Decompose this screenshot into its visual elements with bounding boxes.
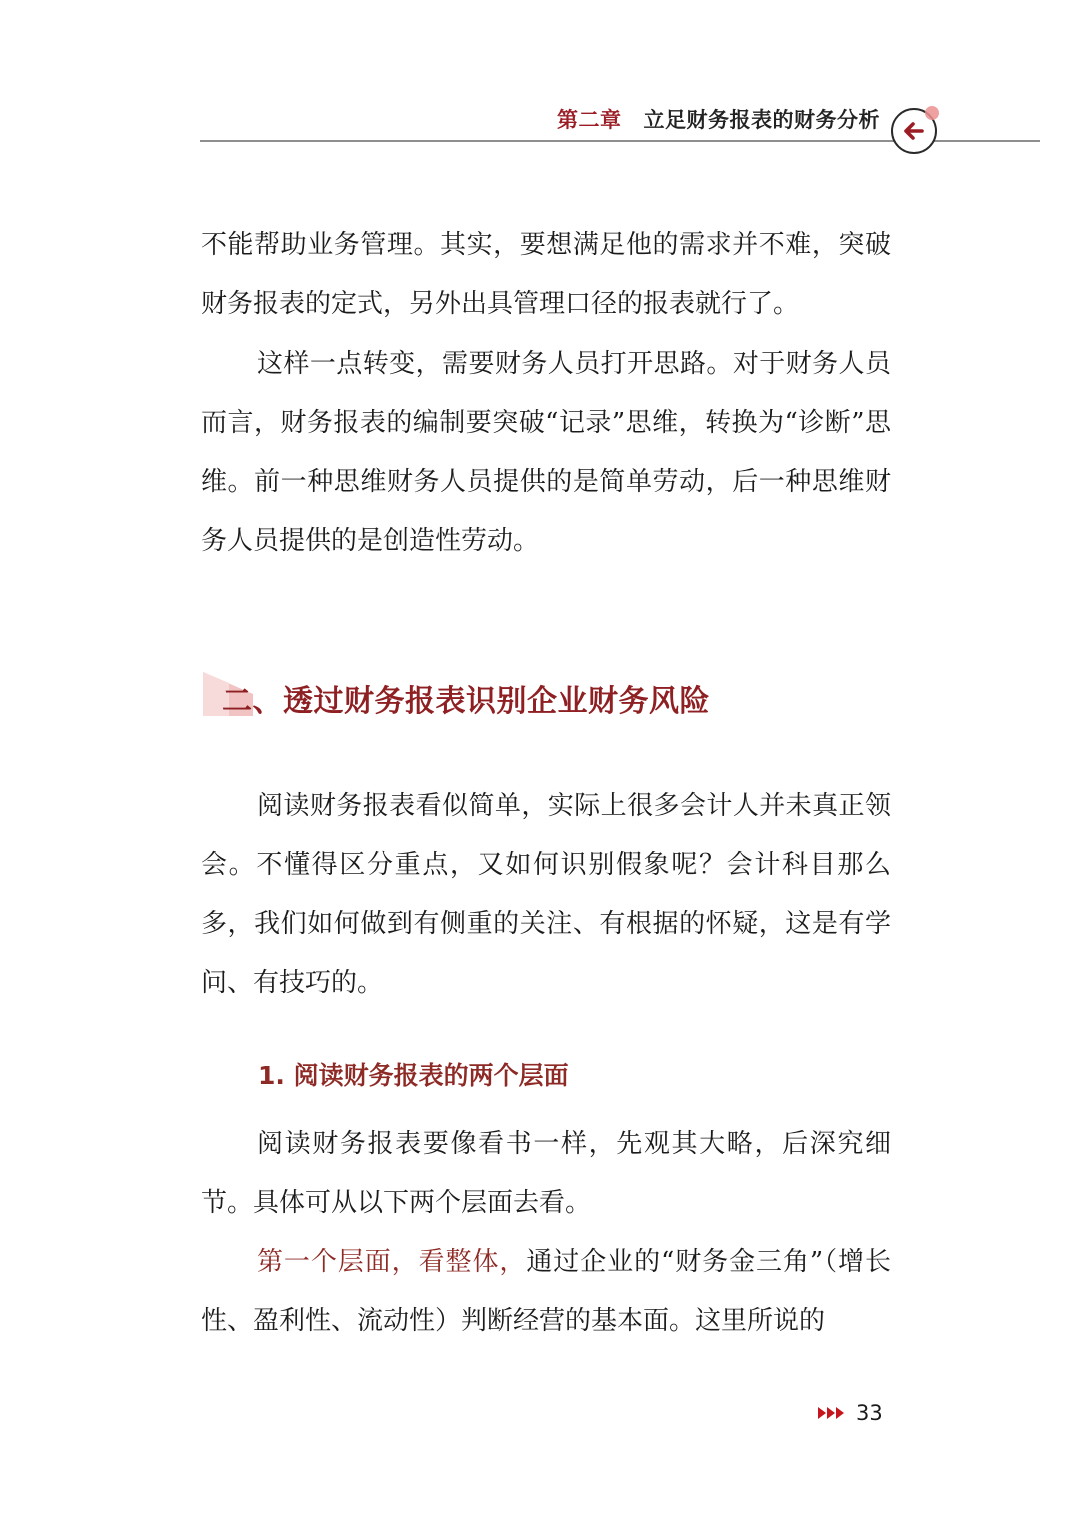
chapter-number: 第二章 [557, 108, 622, 132]
folio [818, 1401, 883, 1425]
paragraph-1: 不能帮助业务管理。其实，要想满足他的需求并不难，突破财务报表的定式，另外出具管理口径的报表就行了。 [201, 230, 891, 319]
paragraph-2: 这样一点转变，需要财务人员打开思路。对于财务人员而言，财务报表的编制要突破“记录”思维，转换为“诊断”思维。前一种思维财务人员提供的是简单劳动，后一种思维财务人员提供的是创造性劳动。 [201, 349, 891, 556]
chapter-title: 立足财务报表的财务分析 [643, 108, 880, 132]
sub-heading: 1. 阅读财务报表的两个层面 [258, 1061, 569, 1090]
running-header [557, 104, 880, 134]
section-paragraph-2: 阅读财务报表要像看书一样，先观其大略，后深究细节。具体可从以下两个层面去看。 [201, 1129, 891, 1218]
paragraph-text: 通过企业的“财务金三角”（增长性、盈利性、流动性）判断经营的基本面。这里所说的 [201, 1247, 891, 1336]
page-number: 33 [856, 1401, 883, 1425]
highlight-text: 第一个层面，看整体， [257, 1247, 527, 1277]
section-heading: 二、透过财务报表识别企业财务风险 [222, 684, 710, 719]
section-paragraph-3 [201, 1233, 891, 1351]
triple-chevron-icon [818, 1406, 844, 1420]
back-arrow-icon[interactable] [889, 106, 939, 156]
section-paragraph-1: 阅读财务报表看似简单，实际上很多会计人并未真正领会。不懂得区分重点，又如何识别假象呢？会计科目那么多，我们如何做到有侧重的关注、有根据的怀疑，这是有学问、有技巧的。 [201, 791, 891, 998]
